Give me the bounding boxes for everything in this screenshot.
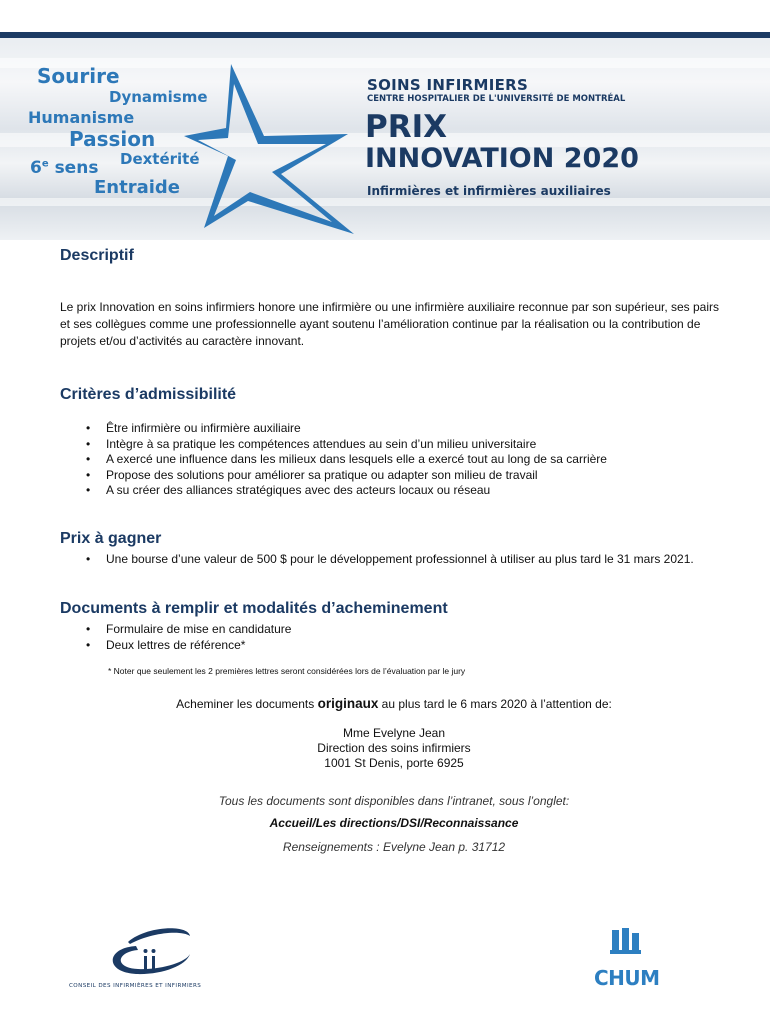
chum-label: CHUM (594, 966, 660, 990)
list-item: • Propose des solutions pour améliorer sa pratique ou adapter son milieu de travail (60, 468, 740, 484)
cii-logo (66, 920, 241, 992)
star-graphic (176, 56, 356, 240)
descriptif-text: Le prix Innovation en soins infirmiers honore une infirmière ou une infirmière auxiliaire reconnue par son supérieur, ses pairs et ses collègues comme une professionnelle ayant soutenu l’amélioration continue par la réalisation ou la contribution de projets et/ou d’activités au caractère innovant. (60, 300, 720, 348)
innovation-title: INNOVATION 2020 (365, 143, 639, 174)
banner-subtitle: Infirmières et infirmières auxiliaires (367, 184, 611, 198)
section-title-prix: Prix à gagner (60, 530, 162, 547)
list-item: • Deux lettres de référence* (60, 638, 740, 654)
word-humanisme: Humanisme (28, 108, 135, 127)
cii-label: CONSEIL DES INFIRMIÈRES ET INFIRMIERS (69, 983, 202, 989)
list-item: • A su créer des alliances stratégiques avec des acteurs locaux ou réseau (60, 483, 740, 499)
word-sens: sens (54, 158, 99, 178)
word-6e-sens (30, 158, 98, 178)
word-e-sup: e (41, 158, 49, 170)
word-6: 6 (30, 158, 42, 178)
soins-infirmiers: SOINS INFIRMIERS (367, 76, 529, 94)
envoi-before: Acheminer les documents (176, 697, 318, 711)
list-item: • Une bourse d’une valeur de 500 $ pour le développement professionnel à utiliser au plus tard le 31 mars 2021. (60, 552, 740, 568)
word-passion: Passion (69, 127, 156, 151)
dispo-text: Tous les documents sont disponibles dans l’intranet, sous l’onglet: (218, 794, 570, 808)
intranet-path: Accueil/Les directions/DSI/Reconnaissance (269, 816, 519, 830)
documents-list (60, 622, 740, 653)
prix-list (60, 552, 740, 568)
prix-title: PRIX (365, 109, 448, 145)
address-line: Direction des soins infirmiers (317, 741, 471, 755)
list-item: • Formulaire de mise en candidature (60, 622, 740, 638)
section-title-criteres: Critères d’admissibilité (60, 386, 237, 403)
address-line: 1001 St Denis, porte 6925 (324, 756, 464, 770)
header-banner (0, 38, 770, 240)
list-item: • A exercé une influence dans les milieux dans lesquels elle a exercé tout au long de sa carrière (60, 452, 740, 468)
word-dynamisme: Dynamisme (109, 88, 208, 106)
word-dexterite: Dextérité (120, 150, 200, 168)
jury-note: * Noter que seulement les 2 premières lettres seront considérées lors de l’évaluation par le jury (108, 666, 466, 676)
word-entraide: Entraide (94, 177, 181, 198)
contact-text: Renseignements : Evelyne Jean p. 31712 (282, 840, 506, 854)
list-item: • Être infirmière ou infirmière auxiliaire (60, 421, 740, 437)
envoi-emph: originaux (317, 696, 379, 711)
section-title-descriptif: Descriptif (60, 247, 134, 264)
criteres-list (60, 421, 740, 499)
section-title-documents: Documents à remplir et modalités d’acheminement (60, 600, 448, 617)
banner-streak (0, 198, 770, 206)
centre-hospitalier: CENTRE HOSPITALIER DE L'UNIVERSITÉ DE MONTRÉAL (367, 94, 626, 104)
list-item: • Intègre à sa pratique les compétences attendues au sein d’un milieu universitaire (60, 437, 740, 453)
envoi-line (0, 696, 770, 713)
envoi-after: au plus tard le 6 mars 2020 à l’attention de: (378, 697, 612, 711)
word-sourire: Sourire (37, 64, 120, 88)
address-line: Mme Evelyne Jean (342, 726, 446, 740)
